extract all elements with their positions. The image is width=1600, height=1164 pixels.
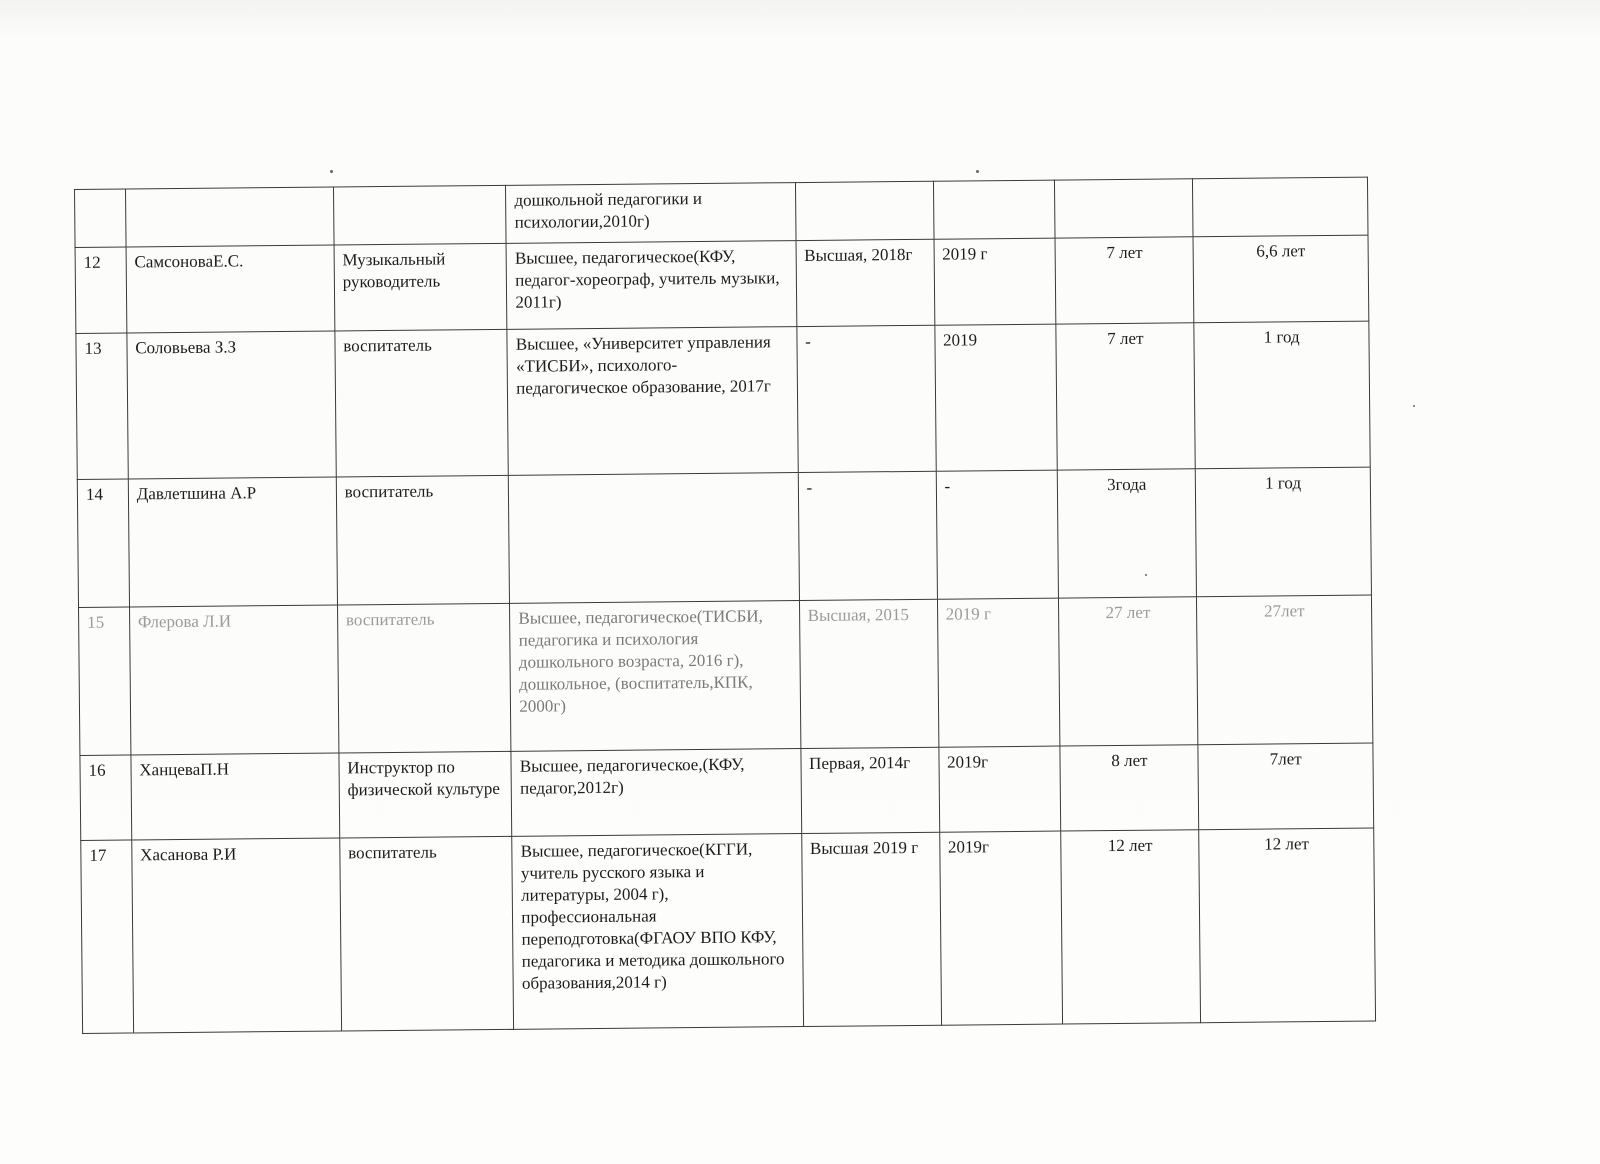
employee-courses: 2019г [939, 831, 1063, 1025]
employee-position: Музыкальный руководитель [334, 243, 507, 331]
employee-name: Хасанова Р.И [131, 838, 341, 1033]
employee-name [125, 187, 334, 247]
row-number: 15 [79, 607, 131, 755]
employee-total-experience: 12 лет [1061, 830, 1201, 1024]
employee-position: воспитатель [336, 475, 510, 605]
employee-courses: 2019г [938, 746, 1061, 832]
employee-courses: 2019 г [937, 598, 1060, 747]
employee-name: Флерова Л.И [129, 605, 338, 755]
row-number: 14 [77, 479, 129, 607]
employee-total-experience [1055, 179, 1194, 238]
employee-category: - [798, 471, 937, 600]
employee-education: Высшее, педагогическое(КФУ, педагог-хореограф, учитель музыки, 2011г) [506, 241, 796, 330]
employee-position [333, 185, 506, 245]
scan-speck [976, 170, 979, 173]
table-row [75, 235, 1369, 333]
employee-category: Высшая, 2015 [799, 599, 938, 748]
scan-speck [330, 170, 333, 173]
employee-total-experience: 8 лет [1060, 745, 1199, 831]
employee-ped-experience: 7лет [1198, 743, 1373, 830]
employee-category: Высшая 2019 г [801, 832, 941, 1026]
employee-position: воспитатель [337, 603, 511, 753]
row-number: 12 [75, 247, 127, 333]
employee-courses: 2019 г [934, 238, 1057, 325]
scan-speck [1413, 405, 1415, 407]
employee-category [795, 181, 934, 240]
employee-total-experience: 3года [1058, 469, 1197, 598]
employee-name: СамсоноваЕ.С. [126, 245, 335, 333]
employee-courses [933, 180, 1055, 239]
employee-education: Высшее, педагогическое,(КФУ, педагог,2012г) [511, 749, 801, 837]
table-row [80, 743, 1374, 840]
employee-name: Соловьева З.З [127, 331, 336, 479]
table-row [81, 828, 1376, 1033]
employee-education: Высшее, «Университет управления «ТИСБИ», психолого-педагогическое образование, 2017г [507, 327, 798, 476]
employee-name: Давлетшина А.Р [128, 477, 337, 607]
employee-position: Инструктор по физической культуре [339, 751, 512, 838]
employee-education: дошкольной педагогики и психологии,2010г) [506, 183, 796, 244]
row-number: 16 [80, 755, 132, 840]
table-row [76, 321, 1370, 479]
employee-education: Высшее, педагогическое(ТИСБИ, педагогика и психология дошкольного возраста, 2016 г), дошкольное, (воспитатель,КПК, 2000г) [510, 601, 801, 752]
employee-category: - [796, 325, 935, 472]
employee-position: воспитатель [335, 329, 509, 477]
employee-ped-experience: 1 год [1196, 467, 1372, 597]
employee-education: Высшее, педагогическое(КГГИ, учитель русского языка и литературы, 2004 г), профессиональная переподготовка(ФГАОУ ВПО КФУ, педагогика и методика дошкольного образования,2014 г) [512, 834, 803, 1030]
employee-education [509, 473, 799, 604]
employee-courses: - [936, 470, 1059, 599]
row-number: 13 [76, 333, 128, 479]
employee-ped-experience: 6,6 лет [1193, 235, 1368, 323]
table-row [79, 595, 1373, 755]
employee-category: Высшая, 2018г [796, 239, 935, 326]
employee-category: Первая, 2014г [800, 747, 939, 833]
employee-total-experience: 27 лет [1059, 597, 1198, 746]
employee-ped-experience: 1 год [1194, 321, 1370, 469]
table-row [77, 467, 1371, 607]
row-number [75, 189, 126, 247]
employee-ped-experience: 27лет [1197, 595, 1373, 745]
employee-courses: 2019 [934, 324, 1057, 471]
employee-ped-experience: 12 лет [1199, 828, 1375, 1023]
staff-table [74, 177, 1376, 1034]
employee-position: воспитатель [340, 836, 514, 1031]
row-number: 17 [81, 840, 134, 1033]
employee-total-experience: 7 лет [1056, 323, 1195, 470]
employee-ped-experience [1193, 177, 1368, 237]
employee-total-experience: 7 лет [1055, 237, 1194, 324]
employee-name: ХанцеваП.Н [131, 753, 340, 840]
